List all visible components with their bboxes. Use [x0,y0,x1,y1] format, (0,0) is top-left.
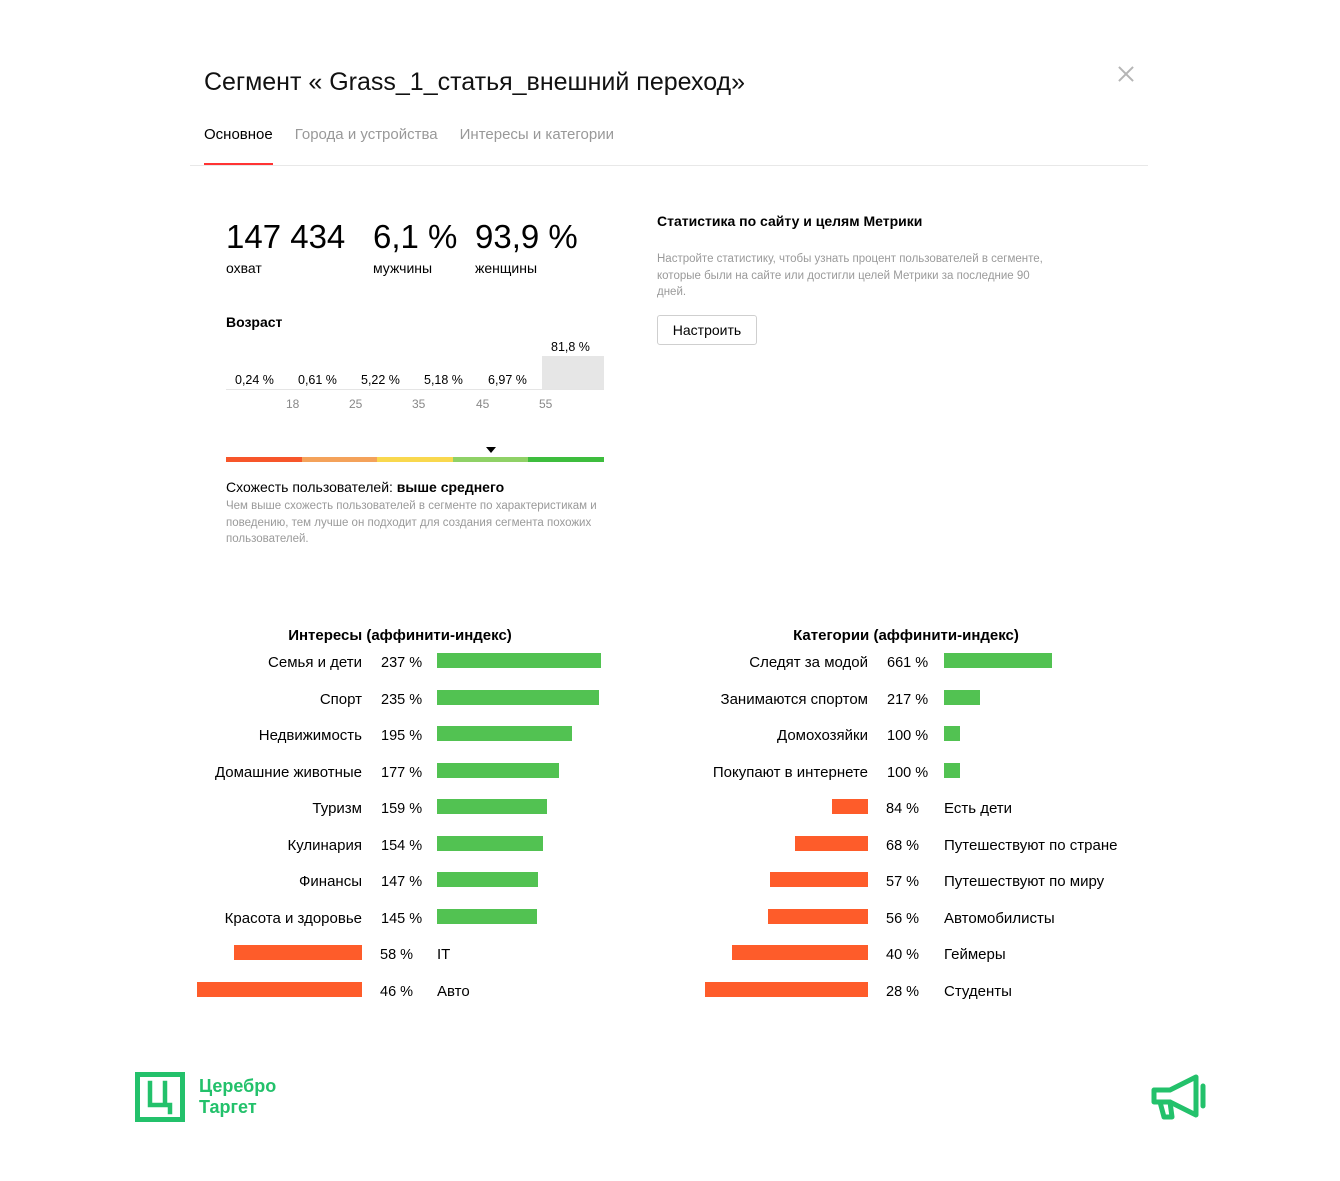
cerebro-logo-icon [135,1072,185,1122]
category-label: Геймеры [944,946,1006,963]
interest-label: Кулинария [287,836,362,854]
category-label: Занимаются спортом [720,690,868,708]
interest-bar [437,763,559,778]
category-value-label: 661 % [887,655,929,671]
interest-value-label: 154 % [381,837,423,854]
category-bar [944,653,1052,668]
interest-bar [437,872,538,887]
category-value-label: 56 % [886,910,920,927]
category-label: Автомобилисты [944,909,1055,927]
category-value-label: 100 % [887,764,929,781]
similarity-value: выше среднего [396,479,505,495]
tab-main[interactable]: Основное [204,126,273,166]
tabs-divider [190,165,1148,166]
tab-cities-devices[interactable]: Города и устройства [294,126,438,143]
age-value: 0,61 % [298,373,337,387]
interest-bar [437,909,537,924]
category-bar [944,690,980,705]
similarity-scale-segment [226,457,302,462]
age-value: 5,22 % [361,373,400,387]
interest-bar [437,690,599,705]
logo-line2: Таргет [199,1097,257,1117]
interest-value-label: 147 % [381,874,423,890]
interest-value-label: 177 % [381,764,423,781]
interest-value-label: 46 % [380,983,414,1000]
categories-chart-title: Категории (аффинити-индекс) [793,627,1019,644]
metrika-description: Настройте статистику, чтобы узнать процент пользователей в сегменте, которые были на сайте или достигли целей Метрики за последние 90 дней. [657,253,1043,299]
similarity-label: Схожесть пользователей: [226,479,393,495]
similarity-scale-segment [528,457,604,462]
similarity-marker-icon [486,447,496,453]
interest-label: Финансы [299,873,362,890]
interest-label: IT [437,946,451,963]
age-bar-55-plus [542,356,604,389]
category-bar [944,763,960,778]
female-label: женщины [475,260,538,276]
interest-bar [437,799,547,814]
age-title: Возраст [226,314,283,330]
interest-label: Авто [437,982,470,1000]
interest-label: Туризм [312,800,362,817]
age-baseline [226,389,604,390]
category-value-label: 68 % [886,837,920,854]
category-label: Путешествуют по стране [944,836,1118,854]
interest-label: Домашние животные [214,763,362,781]
page-title: Сегмент « Grass_1_статья_внешний переход» [204,68,746,96]
reach-value: 147 434 [226,218,346,255]
tab-interests-categories[interactable]: Интересы и категории [459,126,614,143]
category-label: Студенты [944,982,1012,1000]
logo-line1: Церебро [199,1076,277,1096]
male-label: мужчины [373,260,433,276]
reach-label: охват [226,260,262,276]
setup-button[interactable]: Настроить [657,315,757,345]
age-tick: 45 [476,397,490,411]
category-label: Есть дети [944,800,1013,817]
interest-bar [234,945,362,960]
age-tick: 18 [286,397,300,411]
category-label: Покупают в интернете [712,763,868,781]
age-value: 5,18 % [424,373,463,387]
female-value: 93,9 % [475,218,578,255]
category-value-label: 217 % [887,691,929,708]
category-bar [732,945,868,960]
age-tick: 35 [412,397,426,411]
interest-label: Спорт [319,690,362,708]
category-bar [770,872,868,887]
megaphone-icon [1148,1072,1208,1124]
age-value: 0,24 % [235,373,274,387]
interest-value-label: 195 % [381,728,423,744]
interest-bar [197,982,362,997]
category-bar [832,799,868,814]
category-bar [705,982,868,997]
metrika-title: Статистика по сайту и целям Метрики [657,213,923,229]
category-value-label: 57 % [886,874,920,890]
category-bar [795,836,868,851]
similarity-scale-segment [302,457,378,462]
category-value-label: 100 % [887,728,929,744]
interest-value-label: 58 % [380,947,414,963]
interest-bar [437,836,543,851]
category-label: Следят за модой [749,654,868,671]
interests-chart-title: Интересы (аффинити-индекс) [288,627,512,644]
interest-label: Красота и здоровье [224,909,362,927]
category-bar [944,726,960,741]
male-value: 6,1 % [373,218,458,255]
age-tick: 25 [349,397,363,411]
interest-value-label: 145 % [381,910,423,927]
similarity-title [226,479,504,495]
age-tick: 55 [539,397,553,411]
interest-bar [437,653,601,668]
interest-value-label: 159 % [381,801,423,817]
interest-label: Семья и дети [268,654,362,671]
similarity-scale-segment [453,457,529,462]
interest-value-label: 237 % [381,655,423,671]
interest-label: Недвижимость [258,727,362,744]
age-value: 6,97 % [488,373,527,387]
tab-bar [204,126,614,166]
category-value-label: 28 % [886,983,920,1000]
interest-value-label: 235 % [381,691,423,708]
age-value: 81,8 % [551,340,590,354]
category-label: Домохозяйки [777,727,868,744]
interest-bar [437,726,572,741]
category-bar [768,909,868,924]
category-label: Путешествуют по миру [944,873,1105,890]
similarity-description: Чем выше схожесть пользователей в сегменте по характеристикам и поведению, тем лучше он подходит для создания сегмента похожих пользователей. [226,500,597,546]
category-value-label: 40 % [886,947,920,963]
close-icon[interactable] [1116,64,1136,84]
category-value-label: 84 % [886,801,920,817]
cerebro-logo-text [199,1076,276,1118]
similarity-scale-segment [377,457,453,462]
